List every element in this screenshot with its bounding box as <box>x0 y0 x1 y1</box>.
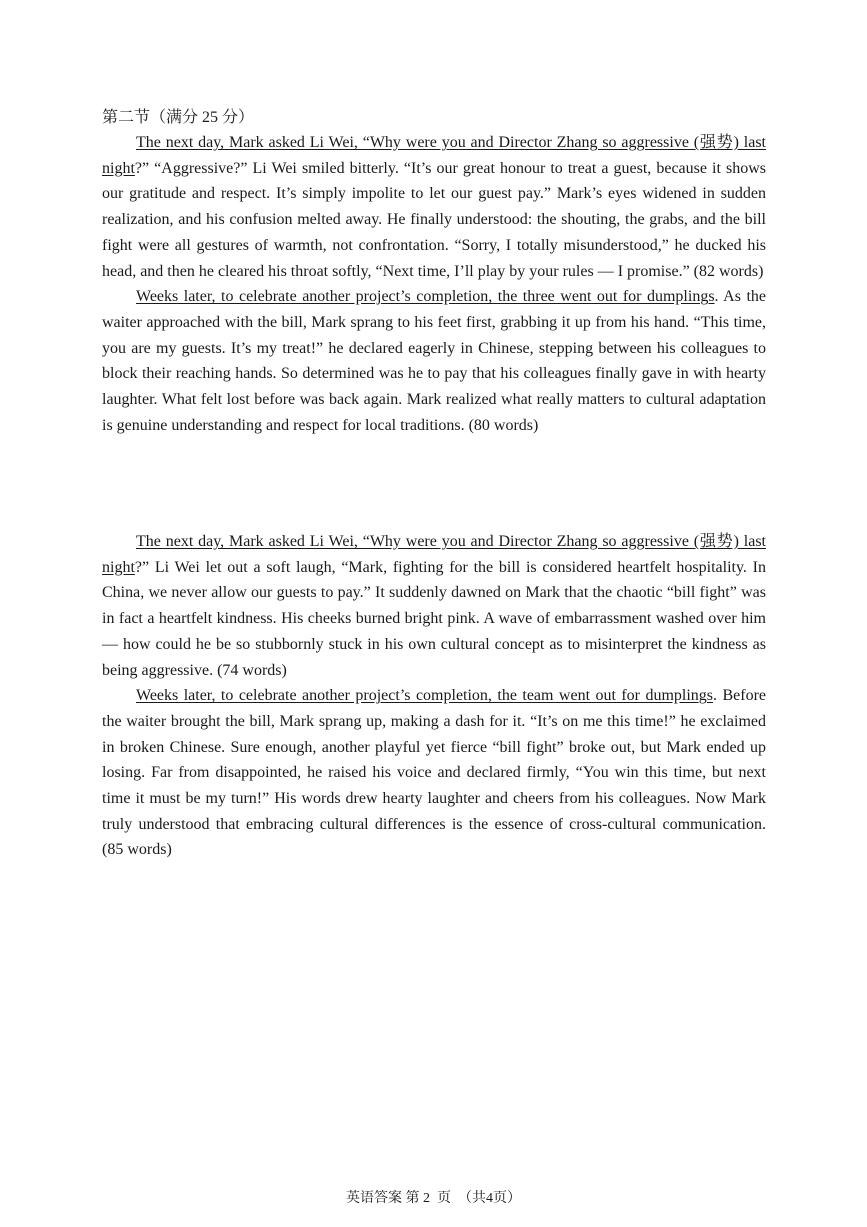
paragraph-prompt: Weeks later, to celebrate another project’s completion, the team went out for dumplings <box>136 687 714 705</box>
paragraph-prompt: The next day, Mark asked Li Wei, “Why were you and Director Zhang so aggressive (强势) last night <box>102 134 766 177</box>
paragraph-body: . Before the waiter brought the bill, Mark sprang up, making a dash for it. “It’s on me this time!” he exclaimed in broken Chinese. Sure enough, another playful yet fierce “bill fight” broke out, but Mark ended up losing. Far from disappointed, he raised his voice and declared firmly, “You win this time, but next time it must be my turn!” His words drew hearty laughter and cheers from his colleagues. Now Mark truly understood that embracing cultural differences is the essence of cross-cultural communication. (85 words) <box>102 687 766 859</box>
paragraph-body: ?” “Aggressive?” Li Wei smiled bitterly. “It’s our great honour to treat a guest, because it shows our gratitude and respect. It’s simply impolite to let our guest pay.” Mark’s eyes widened in sudden realization, and his confusion melted away. He finally understood: the shouting, the grabs, and the bill fight were all gestures of warmth, not confrontation. “Sorry, I totally misunderstood,” he ducked his head, and then he cleared his throat softly, “Next time, I’ll play by your rules — I promise.” (82 words) <box>102 159 766 280</box>
paragraph-prompt: The next day, Mark asked Li Wei, “Why were you and Director Zhang so aggressive (强势) last night <box>102 533 766 576</box>
page-footer <box>0 1189 867 1209</box>
sample-essay-2 <box>102 529 766 863</box>
paragraph-body: ?” Li Wei let out a soft laugh, “Mark, fighting for the bill is considered heartfelt hospitality. In China, we never allow our guests to pay.” It suddenly dawned on Mark that the chaotic “bill fight” was in fact a heartfelt kindness. His cheeks burned bright pink. A wave of embarrassment washed over him — how could he be so stubbornly stuck in his own cultural concept as to misinterpret the kindness as being aggressive. (74 words) <box>102 558 766 679</box>
section-title: 第二节（满分 25 分） <box>102 109 255 126</box>
sample-essay-1 <box>102 130 766 438</box>
essay-2-paragraph-2 <box>102 683 766 863</box>
paragraph-prompt: Weeks later, to celebrate another project’s completion, the three went out for dumplings <box>136 288 715 306</box>
footer-page-unit: 页 <box>437 1191 451 1206</box>
footer-page-prefix: 第 <box>405 1191 420 1206</box>
footer-total-pages: （共4页） <box>458 1191 521 1206</box>
essay-1-paragraph-2 <box>102 284 766 438</box>
essay-1-paragraph-1 <box>102 130 766 284</box>
essay-2-paragraph-1 <box>102 529 766 683</box>
paragraph-body: . As the waiter approached with the bill, Mark sprang to his feet first, grabbing it up from his hand. “This time, you are my guests. It’s my treat!” he declared eagerly in Chinese, stepping between his colleagues to block their reaching hands. So determined was he to pay that his colleagues finally gave in with hearty laughter. What felt lost before was back again. Mark realized what really matters to cultural adaptation is genuine understanding and respect for local traditions. (80 words) <box>102 288 766 434</box>
footer-page-number: 2 <box>423 1191 430 1206</box>
footer-subject: 英语答案 <box>346 1191 402 1206</box>
